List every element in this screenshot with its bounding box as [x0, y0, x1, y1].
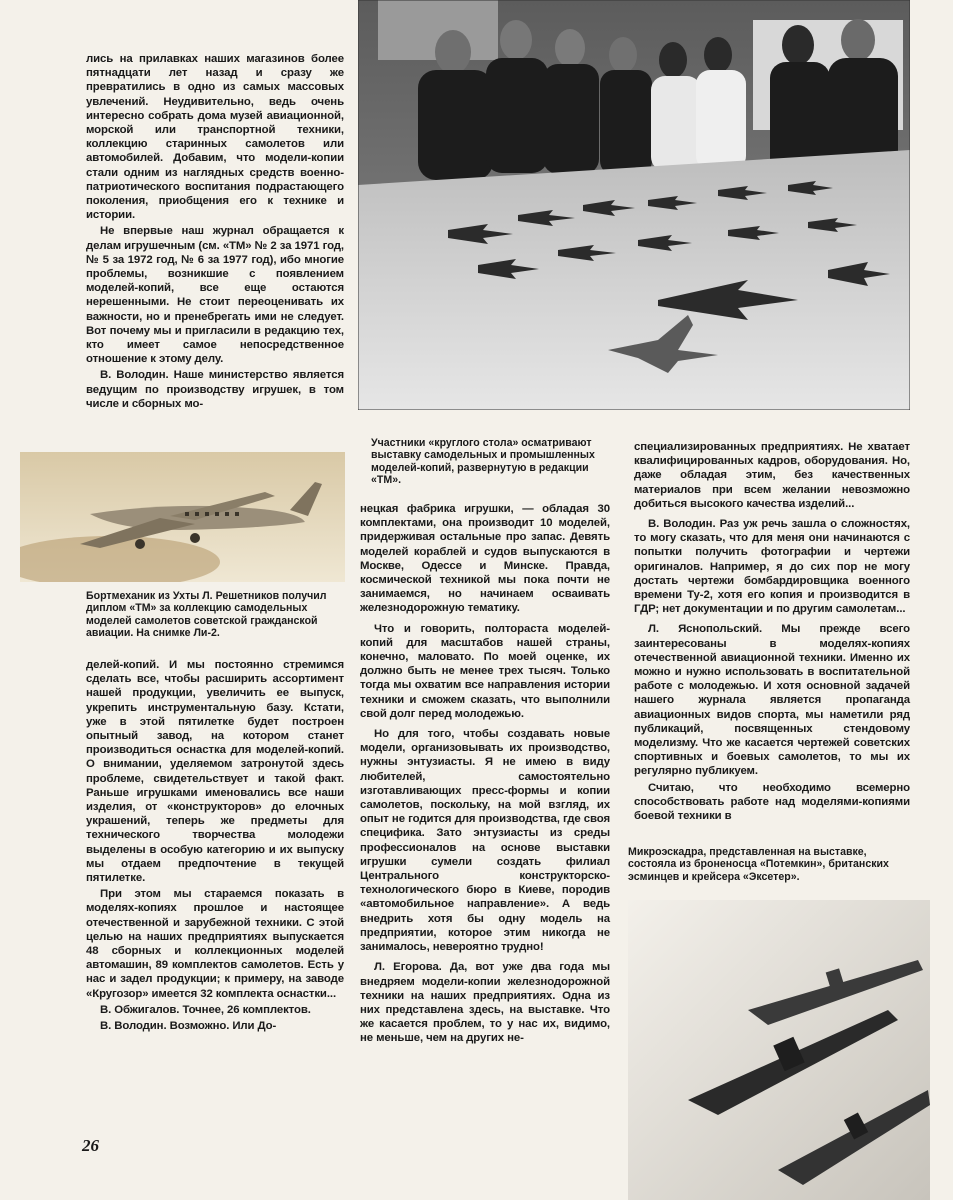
caption-text: Участники «круглого стола» осматривают выставку самодельных и промышленных моделей-копий, развернутую в редакции «ТМ».: [371, 437, 595, 487]
exhibition-photo: [358, 0, 910, 410]
page-number: 26: [82, 1136, 99, 1155]
speaker-text: Раз уж речь зашла о сложностях, то могу сказать, что для меня они начинаются с попытки получить фотографии и чертежи оригиналов. Например, я до сих пор не могу достать чертежи бомбардировщика военного времени Ту-2, хотя его копия и производится в ГДР; нет документации и по другим самолетам...: [634, 518, 910, 616]
paragraph: лись на прилавках наших магазинов более пятнадцати лет назад и сразу же превратились в одно из самых массовых увлечений. Неудивительно, ведь очень интересно собрать дома музей авиационной, морской или транспортной техники, коллекцию старинных самолетов или автомобилей. Добавим, что модели-копии стали одним из наглядных средств военно-патриотического воспитания подрастающего поколения, приобщения его к технике и истории.: [86, 53, 344, 222]
speaker-text: Точнее, 26 комплектов.: [179, 1003, 311, 1016]
paragraph: При этом мы стараемся показать в моделях-копиях прошлое и настоящее отечественной и зарубежной техники. С этой целью на наших предприятиях выпускается 48 сборных и коллекционных моделей автомашин, 89 комплектов самолетов. Есть у нас и задел продукции; к примеру, на заводе «Кругозор» имеется 32 комплекта оснастки...: [86, 888, 344, 1000]
speaker-name: В. Володин.: [100, 1020, 167, 1033]
column-1-top: [86, 52, 344, 411]
paragraph: специализированных предприятиях. Не хватает квалифицированных кадров, оборудования. Но, даже обладая этим, без качественных материалов при всем желании невозможно добиться высокого качества изделий...: [634, 441, 910, 510]
speaker-text: Возможно. Или До-: [166, 1020, 277, 1033]
speaker-name: В. Обжигалов.: [100, 1003, 180, 1016]
paragraph: Но для того, чтобы создавать новые модели, организовывать их производство, нужны энтузиасты. Я не имею в виду любителей, самостоятельно изготавливающих пресс-формы и копии самолетов, поскольку, на мой взгляд, их опыт не годится для производства, где своя специфика. Зато энтузиасты из среды профессионалов на основе выставки игрушки сумели создать филиал Центрального конструкторско-технологического бюро в Киеве, породив «автомобильное направление». А ведь внедрить хотя бы одну модель на предприятии, которое этим никогда не занималось, невероятно трудно!: [360, 728, 610, 954]
caption-text: Микроэскадра, представленная на выставке, состояла из броненосца «Потемкин», британских эсминцев и крейсера «Эксетер».: [628, 846, 889, 883]
caption-round-table: [371, 437, 613, 487]
column-3: [634, 440, 910, 823]
speaker-text: Да, вот уже два года мы внедряем модели-копии железнодорожной техники на наших предприятиях. Одна из них представлена здесь, на выставке. Что же касается проблем, то у нас их, видимо, не меньше, чем на других не-: [360, 961, 610, 1045]
speaker-text: Наше министерство является ведущим по производству игрушек, в том числе и сборных мо-: [86, 369, 344, 410]
caption-li2: [86, 590, 344, 640]
ships-photo: [628, 900, 930, 1200]
paragraph: Считаю, что необходимо всемерно способствовать работе над моделями-копиями боевой техники в: [634, 781, 910, 823]
speaker-text: Мы прежде всего заинтересованы в моделях-копиях отечественной авиационной техники. Именно их можно и нужно использовать в воспитательной работе с молодежью. И хотя основной задачей нашего журнала является пропаганда авиационных видов спорта, мы наметили ряд публикаций, посвященных стендовому моделизму. Что же касается чертежей советских спортивных и боевых самолетов, то мы их регулярно публикуем.: [634, 623, 910, 778]
paragraph: Что и говорить, полтораста моделей-копий для масштабов нашей страны, конечно, маловато. По моей оценке, их должно быть не менее трех тысяч. Только тогда мы охватим все направления истории техники и сможем сказать, что выполнили свой долг перед молодежью.: [360, 622, 610, 720]
speaker-name: В. Володин.: [648, 518, 716, 531]
caption-ships: [628, 846, 910, 883]
li2-plane-photo: [20, 452, 345, 582]
speaker-name: В. Володин.: [100, 369, 169, 382]
paragraph: нецкая фабрика игрушки, — обладая 30 комплектами, она производит 10 моделей, придерживая остальные про запас. Девять моделей кораблей и судов выпускаются в Москве, Одессе и Минске. Правда, космической техникой мы пока почти не занимаемся, но начинаем осваивать железнодорожную тематику.: [360, 503, 610, 615]
column-1-bottom: [86, 658, 344, 1033]
speaker-name: Л. Яснопольский.: [648, 623, 763, 636]
caption-text: Бортмеханик из Ухты Л. Решетников получил диплом «ТМ» за коллекцию самодельных моделей самолетов советской гражданской авиации. На снимке Ли-2.: [86, 590, 327, 640]
paragraph: Не впервые наш журнал обращается к делам игрушечным (см. «ТМ» № 2 за 1971 год, № 5 за 1972 год, № 6 за 1977 год), ибо многие проблемы, возникшие с появлением моделей-копий, все еще остаются нерешенными. Не стоит переоценивать их важности, но и пренебрегать ими не следует. Вот почему мы и пригласили в редакцию тех, кто имеет самое непосредственное отношение к этому делу.: [86, 225, 344, 366]
column-2: [360, 502, 610, 1046]
paragraph: делей-копий. И мы постоянно стремимся сделать все, чтобы расширить ассортимент нашей продукции, увеличить ее выпуск, укрепить инструментальную базу. Кстати, уже в этой пятилетке будет построен опытный завод, на котором станет производиться оснастка для моделей-копий. О внимании, уделяемом затронутой здесь проблеме, свидетельствует и такой факт. Раньше игрушками именовались все наши изделия, от «конструкторов» до елочных украшений, теперь же предметы для технического творчества молодежи выделены в особую категорию и их выпуску мы отдаем предпочтение в текущей пятилетке.: [86, 659, 344, 885]
speaker-name: Л. Егорова.: [374, 961, 442, 974]
